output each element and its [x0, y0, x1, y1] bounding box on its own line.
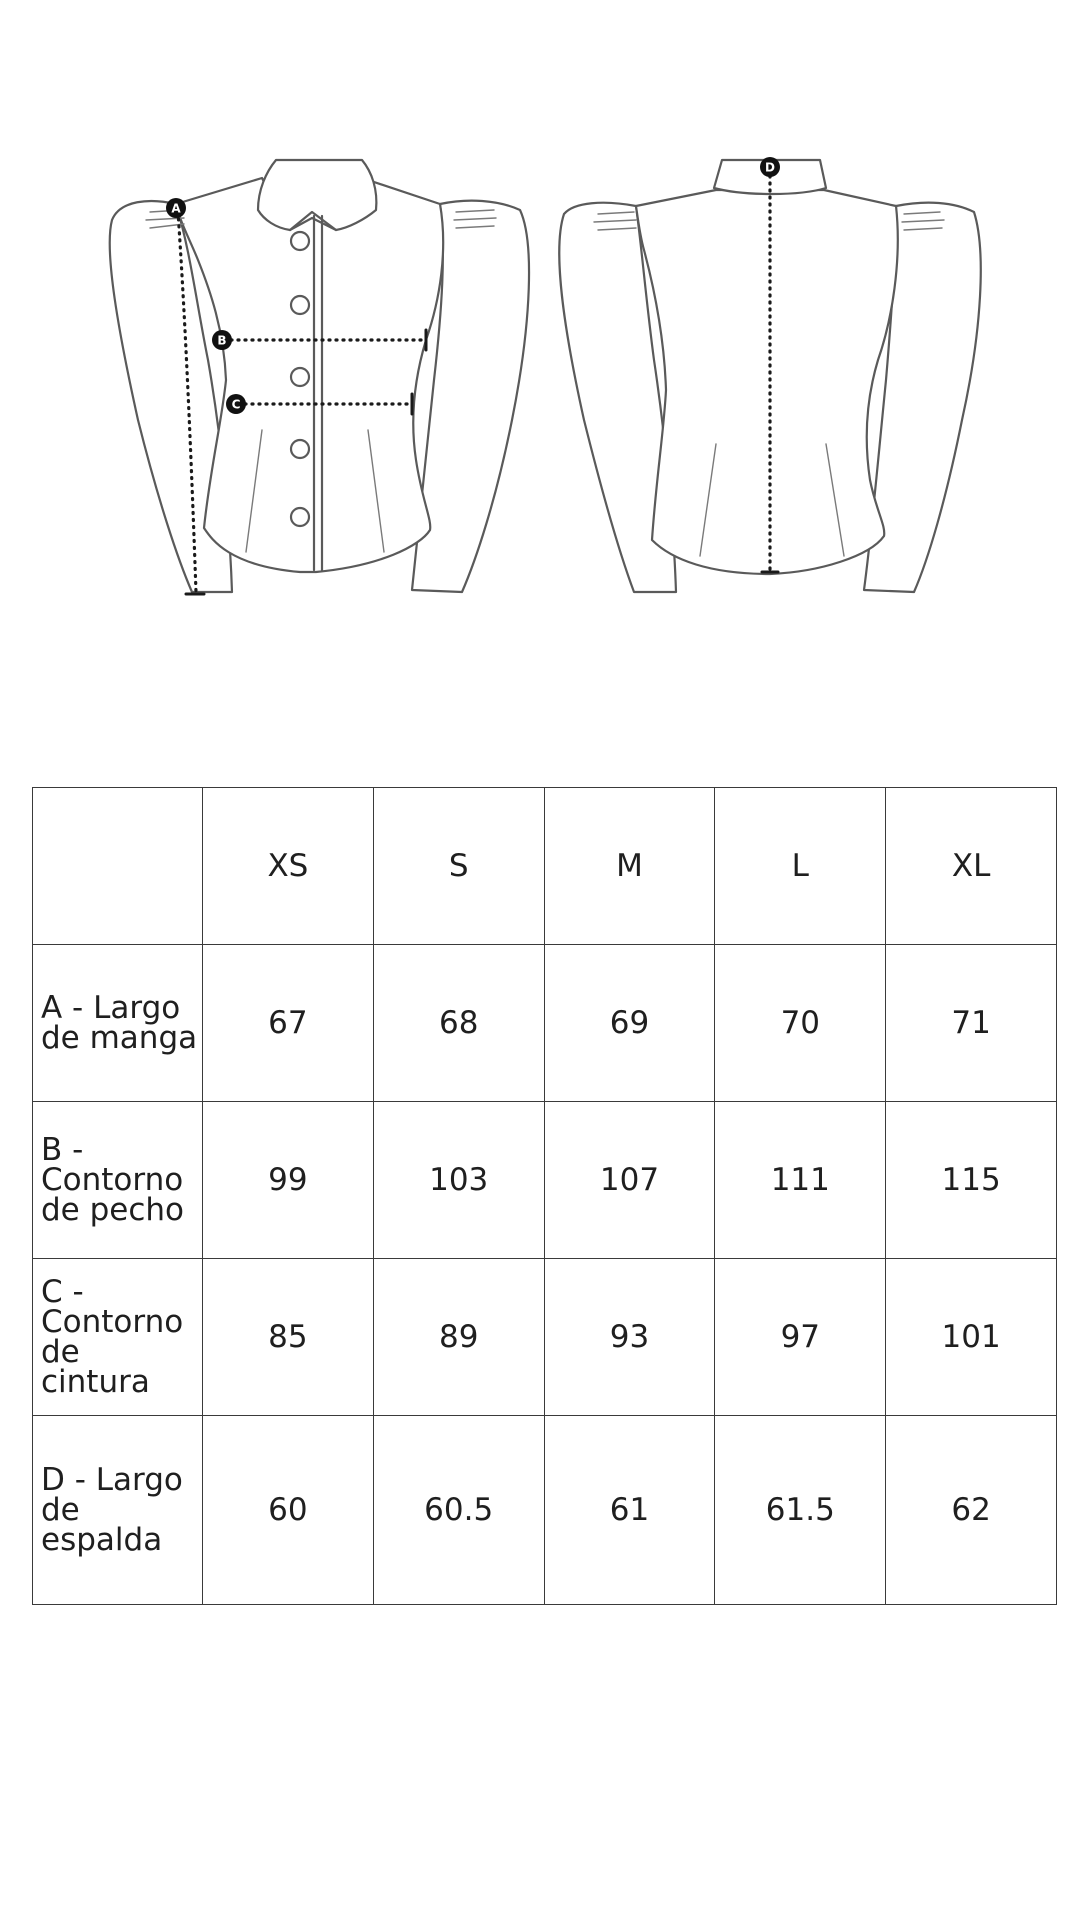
size-table — [32, 787, 1057, 1605]
measurement-value: 70 — [715, 945, 886, 1102]
measurement-value: 61 — [544, 1416, 715, 1605]
marker-c — [226, 394, 246, 414]
table-row — [33, 945, 1057, 1102]
measurement-value: 93 — [544, 1259, 715, 1416]
measurement-value: 60 — [203, 1416, 374, 1605]
measurement-value: 97 — [715, 1259, 886, 1416]
measurement-label: B - Contorno de pecho — [33, 1102, 203, 1259]
size-header: L — [715, 788, 886, 945]
measurement-value: 89 — [373, 1259, 544, 1416]
measurement-label: C - Contorno de cintura — [33, 1259, 203, 1416]
marker-d — [760, 157, 780, 177]
table-row — [33, 1259, 1057, 1416]
table-row — [33, 1416, 1057, 1605]
garment-illustration — [0, 0, 1080, 700]
measurement-value: 111 — [715, 1102, 886, 1259]
marker-b — [212, 330, 232, 350]
measurement-value: 85 — [203, 1259, 374, 1416]
front-view — [110, 160, 529, 594]
size-header: XS — [203, 788, 374, 945]
svg-text:D: D — [765, 160, 775, 175]
svg-text:B: B — [217, 333, 227, 348]
measurement-value: 61.5 — [715, 1416, 886, 1605]
size-header: XL — [886, 788, 1057, 945]
table-row — [33, 1102, 1057, 1259]
size-header: S — [373, 788, 544, 945]
size-chart — [32, 787, 1056, 1605]
measurement-value: 69 — [544, 945, 715, 1102]
marker-a — [166, 198, 186, 218]
measurement-label: A - Largo de manga — [33, 945, 203, 1102]
corner-cell — [33, 788, 203, 945]
garment-diagram — [0, 0, 1080, 700]
measurement-value: 60.5 — [373, 1416, 544, 1605]
measurement-label: D - Largo de espalda — [33, 1416, 203, 1605]
svg-text:A: A — [171, 201, 181, 216]
measurement-value: 67 — [203, 945, 374, 1102]
size-header-row — [33, 788, 1057, 945]
measurement-value: 103 — [373, 1102, 544, 1259]
measurement-value: 62 — [886, 1416, 1057, 1605]
measurement-value: 99 — [203, 1102, 374, 1259]
measurement-value: 101 — [886, 1259, 1057, 1416]
measurement-value: 115 — [886, 1102, 1057, 1259]
back-body — [636, 190, 898, 574]
size-header: M — [544, 788, 715, 945]
front-collar — [258, 160, 376, 230]
measurement-value: 68 — [373, 945, 544, 1102]
svg-text:C: C — [231, 397, 241, 412]
measurement-value: 107 — [544, 1102, 715, 1259]
measurement-value: 71 — [886, 945, 1057, 1102]
back-view — [559, 160, 981, 592]
